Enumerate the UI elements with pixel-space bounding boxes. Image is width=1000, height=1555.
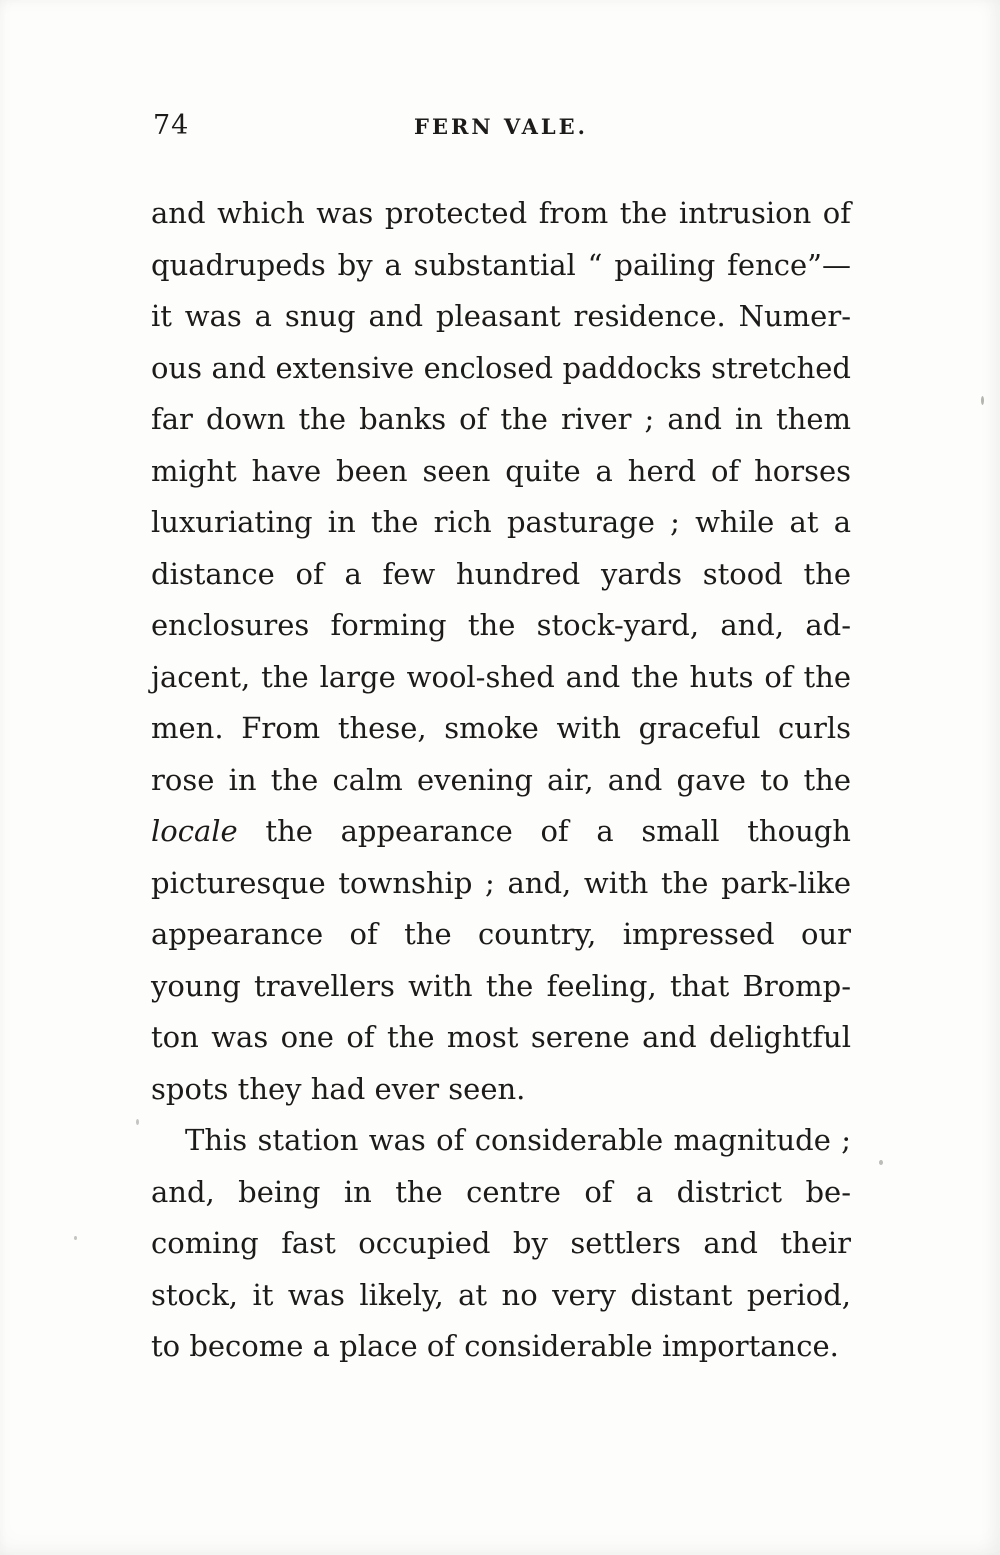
scan-speck <box>136 1119 139 1125</box>
text-segment: quadrupeds by a substantial “ pailing fence”— <box>151 247 851 282</box>
text-line <box>151 858 851 910</box>
text-segment: ous and extensive enclosed paddocks stretched <box>151 350 851 385</box>
text-line <box>151 343 851 395</box>
text-line <box>151 961 851 1013</box>
paragraph <box>151 188 851 1115</box>
text-line <box>151 1115 851 1167</box>
text-line <box>151 240 851 292</box>
text-line <box>151 1167 851 1219</box>
text-line <box>151 1321 851 1373</box>
page-number: 74 <box>153 110 190 141</box>
text-segment: appearance of the country, impressed our <box>151 917 851 951</box>
text-line <box>151 1218 851 1270</box>
text-line <box>151 806 851 858</box>
text-line <box>151 600 851 652</box>
text-segment: and which was protected from the intrusion of <box>151 196 851 230</box>
scan-speck <box>74 1236 77 1240</box>
text-segment: might have been seen quite a herd of horses <box>151 453 851 488</box>
text-segment: picturesque township ; and, with the park-like <box>151 865 851 900</box>
text-segment: far down the banks of the river ; and in them <box>151 402 851 436</box>
text-segment: spots they had ever seen. <box>151 1071 526 1106</box>
text-segment: and, being in the centre of a district be- <box>151 1174 851 1209</box>
text-block <box>151 188 851 1373</box>
text-segment: men. From these, smoke with graceful curls <box>151 711 851 745</box>
text-line <box>151 1270 851 1322</box>
text-line <box>151 188 851 240</box>
text-line <box>151 497 851 549</box>
text-line <box>151 394 851 446</box>
text-line <box>151 1064 851 1116</box>
text-segment: young travellers with the feeling, that Bromp- <box>151 968 851 1003</box>
text-line <box>151 549 851 601</box>
page-header <box>151 108 851 148</box>
text-segment: stock, it was likely, at no very distant period, <box>151 1277 851 1312</box>
text-segment: luxuriating in the rich pasturage ; while at a <box>151 505 851 539</box>
text-segment: rose in the calm evening air, and gave to the <box>151 762 851 797</box>
scan-speck <box>981 396 984 405</box>
text-line <box>151 755 851 807</box>
text-segment: jacent, the large wool-shed and the huts of the <box>151 659 851 694</box>
text-line <box>151 1012 851 1064</box>
scan-speck <box>879 1160 883 1165</box>
paragraph <box>151 1115 851 1373</box>
text-line <box>151 703 851 755</box>
text-segment: ton was one of the most serene and delightful <box>151 1020 851 1054</box>
text-line <box>151 652 851 704</box>
text-line <box>151 909 851 961</box>
text-segment: enclosures forming the stock-yard, and, ad- <box>151 608 851 642</box>
text-line <box>151 291 851 343</box>
text-segment: distance of a few hundred yards stood the <box>151 556 851 591</box>
running-head: FERN VALE. <box>414 114 588 139</box>
text-segment: the appearance of a small though <box>237 814 851 848</box>
text-segment: This station was of considerable magnitude ; <box>185 1123 851 1157</box>
text-line <box>151 446 851 498</box>
text-segment: coming fast occupied by settlers and their <box>151 1226 851 1260</box>
italic-text: locale <box>151 814 238 848</box>
text-segment: it was a snug and pleasant residence. Numer- <box>151 299 851 333</box>
text-segment: to become a place of considerable importance. <box>151 1329 839 1363</box>
